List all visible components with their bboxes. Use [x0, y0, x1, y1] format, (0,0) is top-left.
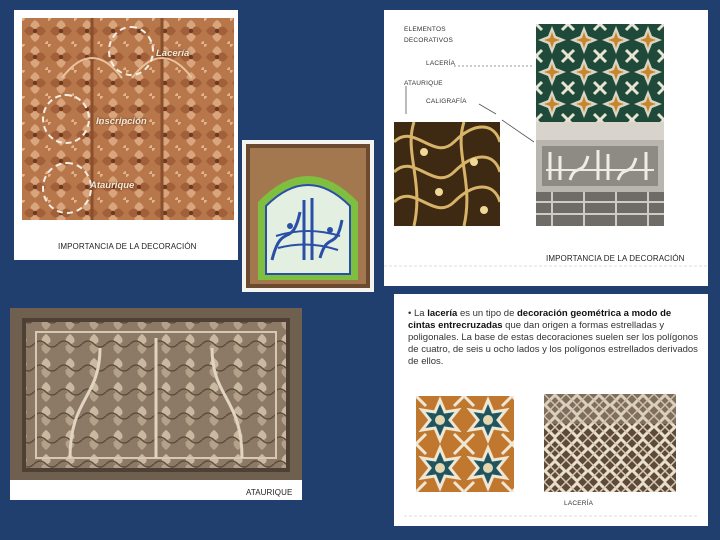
caligrafia-photo [536, 122, 664, 226]
inscripcion-highlight-circle [42, 94, 90, 144]
panel-decorative-elements [384, 10, 708, 286]
bullet: • [408, 308, 412, 319]
ataurique-photo-small [394, 122, 500, 226]
label-laceria-small: LACERÍA [426, 60, 456, 67]
laceria-definition-text [408, 308, 698, 368]
ataurique-highlight-circle [42, 162, 92, 214]
caption-ataurique: ATAURIQUE [246, 488, 293, 497]
ataurique-panel-photo [10, 308, 302, 480]
caption-decoration-importance: IMPORTANCIA DE LA DECORACIÓN [58, 242, 197, 251]
text-part-3: es un tipo de [457, 308, 517, 319]
star-tile-pattern [416, 396, 514, 492]
ataurique-carving-pattern [10, 308, 302, 480]
label-ataurique: Ataurique [90, 180, 135, 191]
laceria-star-photo [416, 396, 514, 492]
panel-decoration-importance [14, 10, 238, 260]
stucco-photo [22, 18, 234, 220]
heading-elementos: ELEMENTOS [404, 26, 446, 33]
panel-laceria-definition [394, 294, 708, 526]
laceria-highlight-circle [108, 26, 154, 76]
calligraphy-arch [242, 140, 374, 292]
ataurique-gold-pattern [394, 122, 500, 226]
label-caligrafia-small: CALIGRAFÍA [426, 98, 467, 105]
laceria-tile-photo [536, 24, 664, 124]
panel-ataurique [10, 308, 302, 500]
laceria-tile-pattern [536, 24, 664, 124]
caligrafia-stucco-pattern [536, 122, 664, 226]
lattice-pattern [544, 394, 676, 492]
label-laceria: Lacería [156, 48, 190, 59]
caption-decorative-elements: IMPORTANCIA DE LA DECORACIÓN [546, 254, 685, 263]
label-inscripcion: Inscripción [96, 116, 147, 127]
text-part-1: La [413, 308, 428, 319]
panel-calligraphy-tile [242, 140, 374, 292]
text-part-5: que dan origen a formas estrelladas y poligonales. La base de estas decoraciones suelen ser los polígonos de cuatro, de seis u ocho lados y los polígonos estrellados derivados de ellos. [408, 320, 698, 367]
heading-decorativos: DECORATIVOS [404, 37, 454, 44]
label-ataurique-small: ATAURIQUE [404, 80, 443, 87]
text-definition-bold: decoración geométrica a modo de cintas entrecruzadas [408, 308, 672, 331]
laceria-lattice-photo [544, 394, 676, 492]
text-laceria-bold: lacería [427, 308, 458, 319]
caption-laceria: LACERÍA [564, 500, 594, 507]
